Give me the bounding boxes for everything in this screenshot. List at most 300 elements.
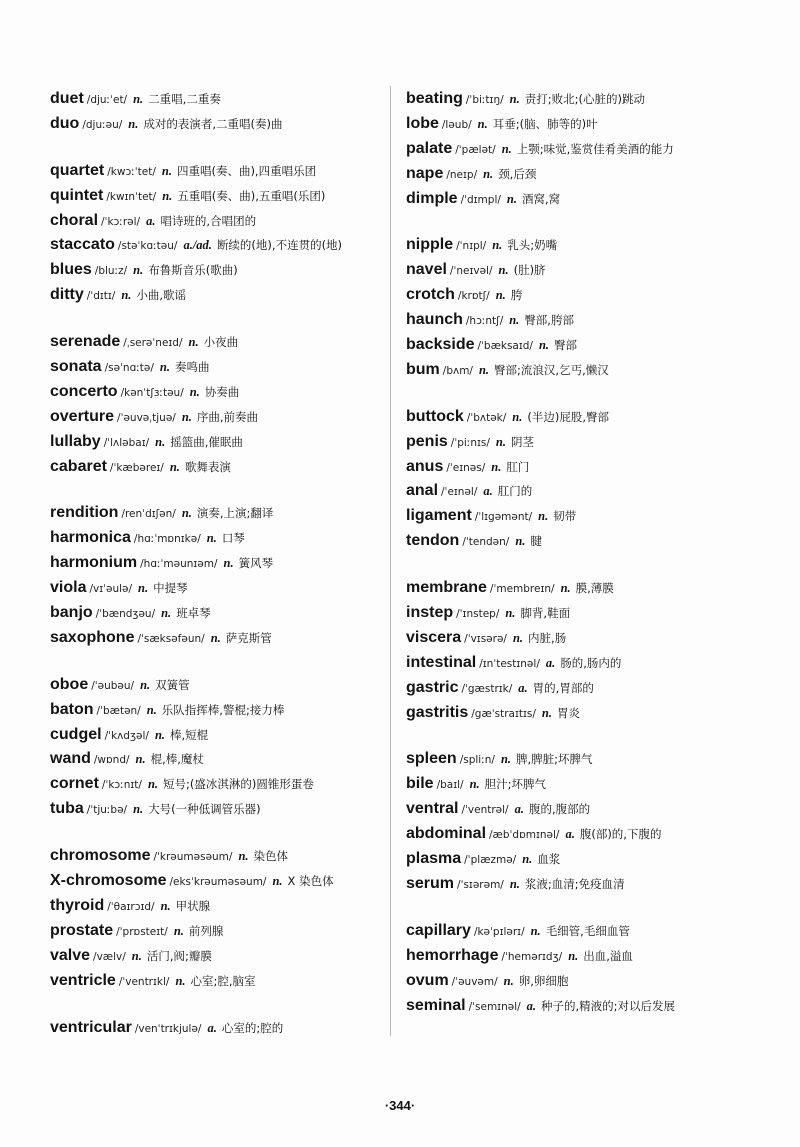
vocab-entry [50, 354, 388, 379]
headword: cabaret [50, 457, 107, 475]
entry-group [406, 232, 786, 381]
part-of-speech: n. [189, 384, 200, 399]
vocab-entry [50, 183, 388, 208]
headword: wand [50, 750, 91, 768]
vocab-entry [406, 968, 786, 993]
part-of-speech: n. [515, 534, 526, 549]
part-of-speech: n. [138, 581, 149, 596]
headword: ventricular [50, 1018, 132, 1036]
phonetic: /ˈbæksaɪd/ [477, 340, 533, 353]
definition: 双簧管 [155, 677, 190, 692]
vocab-entry [406, 650, 786, 675]
headword: choral [50, 211, 99, 229]
part-of-speech: a. [514, 802, 524, 817]
headword: saxophone [50, 628, 135, 646]
headword: navel [406, 261, 447, 279]
phonetic: /səˈnɑːtə/ [104, 362, 154, 375]
definition: 小夜曲 [203, 335, 239, 350]
phonetic: /renˈdɪʃən/ [121, 508, 176, 521]
definition: 成对的表演者,二重唱(奏)曲 [143, 116, 283, 131]
part-of-speech: n. [560, 581, 571, 596]
headword: anal [406, 482, 439, 500]
phonetic: /ˈəuvəm/ [451, 975, 498, 988]
vocab-entry [406, 332, 786, 357]
part-of-speech: n. [238, 849, 249, 864]
definition: 阴茎 [510, 434, 534, 449]
headword: duet [50, 90, 84, 107]
phonetic: /ˈpiːnɪs/ [450, 436, 490, 449]
definition: 协奏曲 [204, 384, 240, 399]
part-of-speech: n. [509, 876, 520, 891]
entry-group [50, 843, 388, 992]
phonetic: /ˈbændʒəu/ [95, 608, 156, 621]
phonetic: /ˈkɔːnɪt/ [101, 779, 142, 792]
vocab-entry [50, 500, 388, 525]
part-of-speech: n. [483, 166, 494, 181]
phonetic: /krɒtʃ/ [457, 290, 490, 303]
part-of-speech: n. [505, 606, 516, 621]
phonetic: /kwɪnˈtet/ [106, 190, 157, 203]
part-of-speech: n. [503, 973, 514, 988]
part-of-speech: n. [128, 116, 139, 131]
part-of-speech: n. [509, 92, 520, 106]
definition: 小曲,歌谣 [136, 288, 187, 303]
headword: hemorrhage [406, 946, 499, 964]
vocab-entry [406, 161, 786, 186]
vocab-entry [50, 454, 388, 479]
definition: 膜,薄膜 [575, 581, 614, 596]
headword: penis [406, 432, 448, 450]
part-of-speech: n. [160, 898, 171, 913]
vocab-entry [50, 968, 388, 993]
vocab-entry [50, 746, 388, 771]
definition: 棍,棒,魔杖 [150, 752, 204, 767]
definition: 四重唱(奏、曲),四重唱乐团 [176, 163, 317, 178]
vocab-entry [50, 208, 388, 233]
phonetic: /gæˈstraɪtɪs/ [471, 707, 536, 720]
part-of-speech: n. [169, 459, 180, 474]
part-of-speech: n. [512, 630, 524, 645]
definition: 腹(部)的,下腹的 [579, 827, 662, 842]
phonetic: /ləub/ [441, 118, 472, 131]
definition: 脾,脾脏;坏脾气 [516, 752, 593, 767]
headword: nape [406, 164, 444, 182]
phonetic: /ˈmembreɪn/ [489, 583, 555, 596]
headword: tendon [406, 532, 460, 550]
headword: tuba [50, 800, 84, 818]
part-of-speech: n. [541, 705, 552, 720]
phonetic: /ˈkɔːrəl/ [101, 215, 141, 228]
headword: bum [406, 360, 440, 378]
part-of-speech: n. [491, 459, 502, 474]
part-of-speech: n. [509, 313, 520, 328]
phonetic: /ˈkrəuməsəum/ [153, 851, 233, 864]
headword: viscera [406, 628, 462, 646]
vocab-entry [406, 257, 786, 282]
vocab-entry [50, 893, 388, 918]
definition: 臀部,胯部 [524, 313, 574, 328]
vocab-entry [406, 503, 786, 528]
definition: 臀部 [554, 338, 578, 353]
headword: valve [50, 946, 91, 964]
vocab-entry [50, 158, 388, 183]
definition: 口琴 [221, 531, 245, 546]
part-of-speech: n. [133, 802, 144, 817]
phonetic: /ˈbʌtək/ [466, 411, 507, 424]
phonetic: /vælv/ [93, 950, 126, 963]
definition: 奏鸣曲 [174, 360, 210, 375]
headword: dimple [406, 189, 458, 207]
headword: seminal [406, 996, 466, 1014]
definition: 胃的,胃部的 [532, 680, 594, 695]
phonetic: /ˈkæbəreɪ/ [109, 461, 164, 474]
vocab-entry [50, 868, 388, 893]
headword: gastritis [406, 703, 469, 721]
phonetic: /ˈdɪtɪ/ [86, 290, 116, 303]
left-column [50, 86, 388, 1061]
vocab-entry [406, 136, 786, 161]
part-of-speech: a. [146, 213, 156, 228]
phonetic: /ˈsɪərəm/ [457, 878, 504, 891]
definition: 腱 [530, 534, 542, 549]
vocab-entry [406, 700, 786, 725]
part-of-speech: a. [545, 655, 556, 670]
headword: crotch [406, 286, 455, 304]
definition: 甲状腺 [175, 898, 211, 913]
phonetic: /djuːəu/ [82, 118, 123, 131]
definition: 中提琴 [153, 581, 188, 596]
headword: gastric [406, 678, 459, 696]
definition: 大号(一种低调管乐器) [148, 802, 261, 817]
part-of-speech: a. [565, 827, 575, 842]
definition: 内脏,肠 [528, 630, 567, 645]
headword: duo [50, 114, 80, 132]
phonetic: /hɑːˈmɒnɪkə/ [133, 533, 201, 546]
part-of-speech: n. [500, 752, 512, 767]
headword: beating [406, 90, 463, 107]
phonetic: /ˈventrəl/ [461, 804, 509, 817]
part-of-speech: n. [181, 409, 192, 424]
headword: oboe [50, 675, 89, 693]
headword: sonata [50, 358, 102, 376]
headword: rendition [50, 504, 119, 522]
phonetic: /ˈventrɪkl/ [118, 975, 170, 988]
definition: 棒,短棍 [170, 727, 209, 742]
phonetic: /bʌm/ [442, 364, 473, 377]
vocab-entry [406, 186, 786, 211]
vocab-entry [50, 404, 388, 429]
phonetic: /stəˈkɑːtəu/ [117, 240, 178, 253]
headword: plasma [406, 850, 462, 868]
headword: lullaby [50, 432, 101, 450]
headword: cornet [50, 775, 99, 793]
vocab-entry [50, 86, 388, 111]
vocab-entry [406, 404, 786, 429]
vocab-entry [406, 307, 786, 332]
headword: harmonica [50, 529, 131, 547]
part-of-speech: n. [538, 509, 549, 524]
phonetic: /ˈprɒsteɪt/ [116, 925, 168, 938]
vocab-entry [406, 871, 786, 896]
entry-group [406, 746, 786, 895]
phonetic: /ˈθaɪrɔɪd/ [107, 900, 155, 913]
definition: 序曲,前奏曲 [196, 409, 259, 424]
headword: instep [406, 604, 454, 622]
headword: overture [50, 407, 115, 425]
definition: 布鲁斯音乐(歌曲) [148, 263, 238, 278]
phonetic: /ˈkʌdʒəl/ [104, 729, 149, 742]
definition: 种子的,精液的;对以后发展 [541, 998, 676, 1013]
headword: banjo [50, 604, 93, 622]
entry-group [406, 86, 786, 210]
entry-group [50, 329, 388, 478]
definition: 腹的,腹部的 [528, 802, 591, 817]
definition: 酒窝,窝 [521, 191, 561, 206]
headword: ventral [406, 800, 459, 818]
headword: ligament [406, 507, 472, 525]
definition: 簧风琴 [238, 556, 274, 571]
headword: serum [406, 874, 455, 892]
right-column [406, 86, 786, 1039]
headword: lobe [406, 114, 439, 132]
vocab-entry [406, 528, 786, 553]
headword: abdominal [406, 825, 487, 843]
definition: 毛细管,毛细血管 [545, 923, 630, 938]
definition: 肛门 [506, 459, 530, 474]
headword: quintet [50, 186, 104, 204]
part-of-speech: n. [477, 116, 488, 131]
headword: X-chromosome [50, 872, 167, 890]
phonetic: /ˈɪnstep/ [456, 608, 500, 621]
phonetic: /ɪnˈtestɪnəl/ [479, 657, 540, 670]
part-of-speech: n. [522, 852, 533, 867]
vocab-entry [50, 625, 388, 650]
phonetic: /ˈlʌləbaɪ/ [103, 436, 150, 449]
definition: 班卓琴 [176, 606, 211, 621]
definition: 胆汁;坏脾气 [484, 777, 547, 792]
vocab-entry [406, 357, 786, 382]
phonetic: /hɑːˈməunɪəm/ [140, 558, 218, 571]
phonetic: /ˌserəˈneɪd/ [123, 337, 183, 350]
headword: capillary [406, 921, 471, 939]
part-of-speech: n. [495, 434, 506, 449]
vocab-entry [50, 722, 388, 747]
headword: chromosome [50, 847, 151, 865]
headword: intestinal [406, 653, 477, 671]
part-of-speech: n. [495, 288, 506, 303]
headword: ventricle [50, 971, 116, 989]
vocab-entry [406, 478, 786, 503]
headword: serenade [50, 333, 121, 351]
headword: blues [50, 261, 92, 279]
headword: ditty [50, 286, 84, 304]
headword: nipple [406, 236, 454, 254]
definition: 肠的,肠内的 [560, 655, 622, 670]
vocab-entry [50, 943, 388, 968]
definition: 心室;腔,脑室 [190, 973, 256, 988]
vocab-entry [50, 257, 388, 282]
headword: viola [50, 579, 87, 597]
vocab-entry [50, 111, 388, 136]
definition: (肚)脐 [513, 263, 546, 278]
vocab-entry [50, 697, 388, 722]
part-of-speech: a. [526, 998, 537, 1013]
definition: 肛门的 [497, 484, 533, 499]
part-of-speech: n. [568, 948, 579, 963]
vocab-entry [406, 993, 786, 1018]
headword: quartet [50, 161, 105, 179]
vocab-entry [50, 771, 388, 796]
vocab-entry [50, 1015, 388, 1040]
part-of-speech: n. [173, 923, 184, 938]
headword: buttock [406, 407, 464, 425]
phonetic: /ˈpælət/ [455, 143, 496, 156]
vocab-entry [50, 796, 388, 821]
vocab-entry [406, 943, 786, 968]
part-of-speech: a. [483, 484, 493, 499]
phonetic: /ˈtendən/ [462, 536, 510, 549]
vocab-entry [406, 86, 786, 111]
vocab-entry [406, 625, 786, 650]
vocab-entry [406, 675, 786, 700]
definition: 责打;败北;(心脏的)跳动 [524, 92, 645, 106]
part-of-speech: n. [498, 263, 509, 278]
phonetic: /ˈbiːtɪŋ/ [465, 94, 504, 106]
part-of-speech: n. [140, 677, 151, 692]
phonetic: /vɪˈəulə/ [89, 583, 133, 596]
vocab-entry [50, 525, 388, 550]
phonetic: /ˈəuvəˌtjuə/ [117, 411, 176, 424]
headword: staccato [50, 236, 115, 254]
vocab-entry [406, 429, 786, 454]
part-of-speech: n. [161, 163, 172, 178]
phonetic: /ˈhemərɪdʒ/ [501, 950, 563, 963]
page-number: ·344· [384, 1098, 416, 1113]
vocab-entry [50, 575, 388, 600]
entry-group [406, 918, 786, 1018]
part-of-speech: n. [133, 92, 144, 106]
phonetic: /ˈvɪsərə/ [464, 632, 507, 645]
part-of-speech: n. [155, 434, 166, 449]
part-of-speech: n. [506, 191, 517, 206]
part-of-speech: n. [223, 556, 234, 571]
part-of-speech: a./ad. [183, 238, 212, 253]
part-of-speech: n. [206, 531, 217, 546]
column-divider [390, 86, 391, 1036]
definition: 摇篮曲,催眠曲 [170, 434, 243, 449]
phonetic: /djuːˈet/ [86, 94, 128, 106]
part-of-speech: n. [159, 360, 170, 375]
definition: 脚背,鞋面 [520, 606, 571, 621]
definition: 卵,卵细胞 [518, 973, 569, 988]
definition: 二重唱,二重奏 [148, 92, 221, 106]
phonetic: /ˈdɪmpl/ [460, 193, 501, 206]
part-of-speech: n. [272, 874, 283, 889]
phonetic: /kəˈpɪlərɪ/ [473, 925, 525, 938]
definition: 萨克斯管 [225, 630, 272, 645]
definition: 胃炎 [557, 705, 580, 720]
definition: 前列腺 [188, 923, 224, 938]
phonetic: /ˈəubəu/ [91, 679, 135, 692]
vocab-entry [406, 232, 786, 257]
phonetic: /æbˈdɒmɪnəl/ [489, 829, 560, 842]
vocab-entry [50, 918, 388, 943]
vocab-entry [406, 771, 786, 796]
definition: (半边)屁股,臀部 [527, 409, 609, 424]
headword: palate [406, 139, 453, 157]
phonetic: /bluːz/ [94, 265, 128, 278]
entry-group [50, 86, 388, 136]
part-of-speech: n. [175, 973, 186, 988]
definition: 血浆 [537, 852, 561, 867]
part-of-speech: n. [154, 727, 166, 742]
part-of-speech: a. [207, 1020, 217, 1035]
definition: 臀部;流浪汉,乞丐,懒汉 [494, 362, 609, 377]
phonetic: /ˈneɪvəl/ [449, 265, 493, 278]
vocab-entry [50, 843, 388, 868]
entry-group [406, 404, 786, 553]
headword: spleen [406, 750, 457, 768]
part-of-speech: n. [530, 923, 541, 938]
definition: 演奏,上演;翻译 [196, 506, 274, 521]
definition: 染色体 [253, 849, 289, 864]
entry-group [50, 158, 388, 307]
part-of-speech: n. [478, 362, 490, 377]
phonetic: /kwɔːˈtet/ [107, 165, 156, 178]
definition: 出血,溢血 [583, 948, 633, 963]
part-of-speech: n. [492, 238, 503, 253]
vocab-entry [50, 379, 388, 404]
phonetic: /kənˈtʃɜːtəu/ [120, 386, 184, 399]
part-of-speech: n. [162, 188, 173, 203]
part-of-speech: n. [131, 948, 142, 963]
definition: 胯 [510, 288, 523, 303]
definition: 歌舞表演 [184, 459, 231, 474]
vocab-entry [406, 821, 786, 846]
vocab-entry [406, 454, 786, 479]
phonetic: /ˈnɪpl/ [456, 240, 487, 253]
phonetic: /ˈlɪgəmənt/ [474, 511, 533, 524]
vocab-entry [50, 329, 388, 354]
phonetic: /ˈeɪnəs/ [446, 461, 486, 474]
phonetic: /ˈbætən/ [96, 704, 141, 717]
headword: ovum [406, 971, 449, 989]
definition: 耳垂;(脑、肺等的)叶 [492, 116, 598, 131]
definition: 断续的(地),不连贯的(地) [216, 238, 343, 253]
part-of-speech: a. [518, 680, 528, 695]
vocab-entry [50, 282, 388, 307]
headword: membrane [406, 579, 487, 597]
vocab-entry [406, 846, 786, 871]
part-of-speech: n. [146, 702, 157, 717]
vocab-entry [406, 796, 786, 821]
vocab-entry [50, 672, 388, 697]
part-of-speech: n. [210, 630, 221, 645]
part-of-speech: n. [161, 606, 172, 621]
phonetic: /ˈplæzmə/ [464, 854, 517, 867]
definition: 乐队指挥棒,警棍;接力棒 [161, 702, 285, 717]
definition: 唱诗班的,合唱团的 [160, 213, 257, 228]
phonetic: /spliːn/ [459, 754, 495, 767]
entry-group [50, 672, 388, 821]
part-of-speech: n. [538, 338, 550, 353]
headword: cudgel [50, 725, 102, 743]
entry-group [50, 1015, 388, 1040]
vocab-entry [406, 918, 786, 943]
phonetic: /venˈtrɪkjulə/ [134, 1022, 202, 1035]
definition: 五重唱(奏、曲),五重唱(乐团) [177, 188, 326, 203]
headword: anus [406, 457, 444, 475]
